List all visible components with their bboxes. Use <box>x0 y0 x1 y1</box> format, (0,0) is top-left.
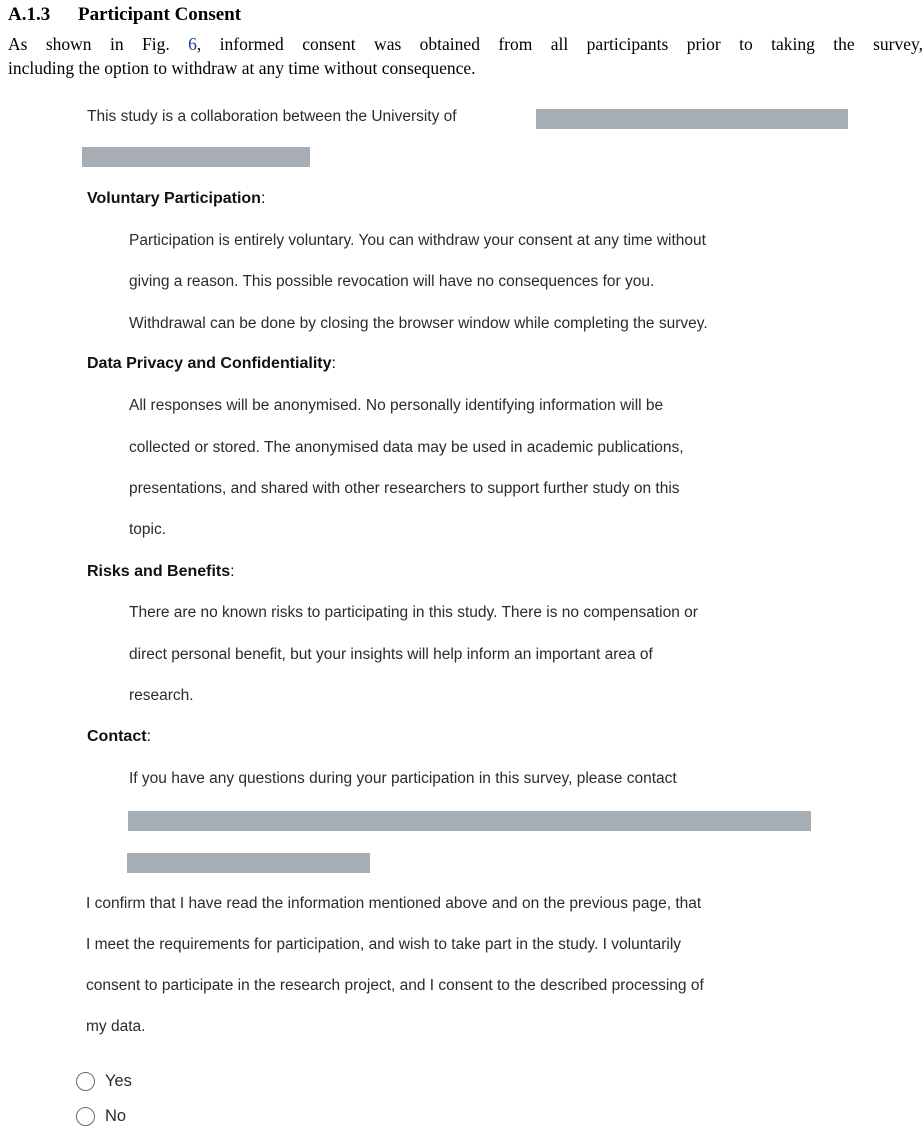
body-line: Withdrawal can be done by closing the browser window while completing the survey. <box>129 315 708 332</box>
opening-text: This study is a collaboration between the University of <box>87 108 457 125</box>
option-yes[interactable] <box>76 1072 132 1091</box>
intro-line-2: including the option to withdraw at any time without consequence. <box>8 58 476 78</box>
intro-line-1: As shown in Fig. 6, informed consent was obtained from all participants prior to taking the survey, <box>8 34 923 54</box>
body-line: presentations, and shared with other researchers to support further study on this <box>129 480 680 497</box>
body-line: topic. <box>129 521 167 538</box>
radio-no[interactable] <box>76 1107 95 1126</box>
body-line: If you have any questions during your participation in this survey, please contact <box>129 770 677 787</box>
redacted-block <box>82 147 310 167</box>
heading-voluntary-participation: Voluntary Participation: <box>87 190 266 207</box>
redacted-block <box>128 811 811 831</box>
option-no[interactable] <box>76 1107 126 1126</box>
heading-data-privacy: Data Privacy and Confidentiality: <box>87 355 336 372</box>
redacted-block <box>536 109 848 129</box>
radio-yes[interactable] <box>76 1072 95 1091</box>
body-line: collected or stored. The anonymised data may be used in academic publications, <box>129 439 684 456</box>
body-line: Participation is entirely voluntary. You can withdraw your consent at any time without <box>129 232 706 249</box>
section-title: Participant Consent <box>78 4 242 25</box>
body-line: direct personal benefit, but your insights will help inform an important area of <box>129 646 653 663</box>
redacted-block <box>127 853 370 873</box>
confirmation-line: I meet the requirements for participation, and wish to take part in the study. I voluntarily <box>86 936 682 953</box>
section-number: A.1.3 <box>8 4 51 25</box>
section-heading <box>8 4 241 26</box>
option-no-label: No <box>105 1107 127 1125</box>
body-line: research. <box>129 687 194 704</box>
intro-paragraph <box>8 32 923 80</box>
confirmation-line: I confirm that I have read the information mentioned above and on the previous page, that <box>86 895 702 912</box>
heading-risks-benefits: Risks and Benefits: <box>87 563 235 580</box>
confirmation-line: consent to participate in the research project, and I consent to the described processing of <box>86 977 704 994</box>
option-yes-label: Yes <box>105 1072 132 1090</box>
body-line: There are no known risks to participating in this study. There is no compensation or <box>129 604 698 621</box>
figure-reference-link[interactable]: 6 <box>188 34 197 54</box>
confirmation-line: my data. <box>86 1018 146 1035</box>
heading-contact: Contact: <box>87 728 152 745</box>
body-line: giving a reason. This possible revocation will have no consequences for you. <box>129 273 655 290</box>
body-line: All responses will be anonymised. No personally identifying information will be <box>129 397 664 414</box>
